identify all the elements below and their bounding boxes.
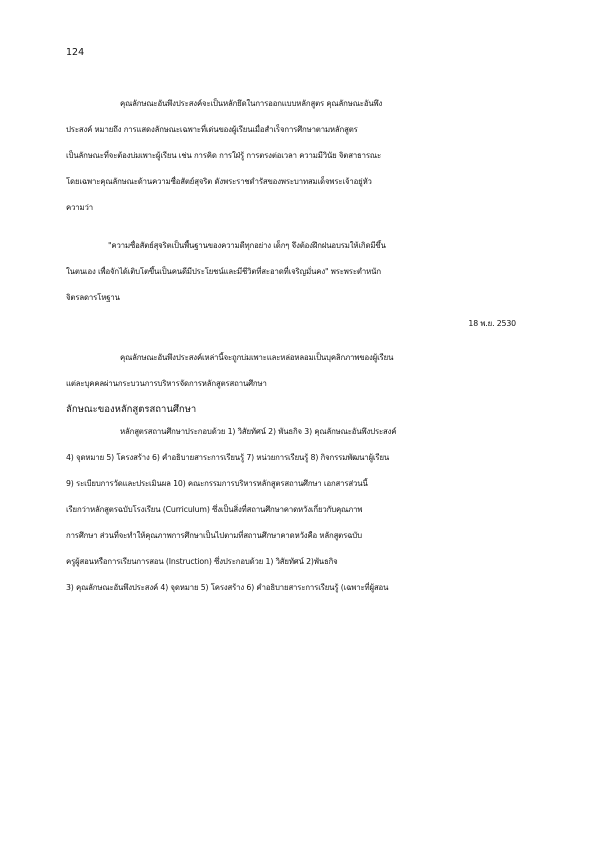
paragraph-line: 4) จุดหมาย 5) โครงสร้าง 6) คำอธิบายสาระการเรียนรู้ 7) หน่วยการเรียนรู้ 8) กิจกรรมพัฒนาผู้เรียน (66, 453, 390, 462)
paragraph-line: คุณลักษณะอันพึงประสงค์จะเป็นหลักยึดในการออกแบบหลักสูตร คุณลักษณะอันพึง (120, 99, 383, 108)
paragraph-line: 9) ระเบียบการวัดและประเมินผล 10) คณะกรรมการบริหารหลักสูตรสถานศึกษา เอกสารส่วนนี้ (66, 479, 368, 488)
quote-line: จิตรลดารโหฐาน (66, 293, 120, 302)
quote-date: 18 พ.ย. 2530 (468, 319, 516, 328)
paragraph-line: 3) คุณลักษณะอันพึงประสงค์ 4) จุดหมาย 5) โครงสร้าง 6) คำอธิบายสาระการเรียนรู้ (เฉพาะที่ผู้สอน (66, 583, 389, 592)
paragraph-line: ความว่า (66, 203, 93, 212)
paragraph-line: เรียกว่าหลักสูตรฉบับโรงเรียน (Curriculum) ซึ่งเป็นสิ่งที่สถานศึกษาคาดหวังเกี่ยวกับคุณภาพ (66, 505, 363, 514)
section-heading: ลักษณะของหลักสูตรสถานศึกษา (66, 404, 197, 415)
paragraph-line: แต่ละบุคคลผ่านกระบวนการบริหารจัดการหลักสูตรสถานศึกษา (66, 379, 267, 388)
paragraph-line: โดยเฉพาะคุณลักษณะด้านความซื่อสัตย์สุจริต ดังพระราชดำรัสของพระบาทสมเด็จพระเจ้าอยู่หัว (66, 177, 372, 186)
page-number: 124 (66, 47, 85, 58)
quote-line: "ความซื่อสัตย์สุจริตเป็นพื้นฐานของความดีทุกอย่าง เด็กๆ จึงต้องฝึกฝนอบรมให้เกิดมีขึ้น (108, 241, 386, 250)
paragraph-line: หลักสูตรสถานศึกษาประกอบด้วย 1) วิสัยทัศน์ 2) พันธกิจ 3) คุณลักษณะอันพึงประสงค์ (120, 427, 397, 436)
paragraph-line: การศึกษา ส่วนที่จะทำให้คุณภาพการศึกษาเป็นไปตามที่สถานศึกษาคาดหวังคือ หลักสูตรฉบับ (66, 531, 362, 540)
paragraph-line: คุณลักษณะอันพึงประสงค์เหล่านี้จะถูกบ่มเพาะและหล่อหลอมเป็นบุคลิกภาพของผู้เรียน (120, 353, 394, 362)
paragraph-line: เป็นลักษณะที่จะต้องบ่มเพาะผู้เรียน เช่น การคิด การใฝ่รู้ การตรงต่อเวลา ความมีวินัย จิตสาธารณะ (66, 151, 382, 160)
quote-line: ในตนเอง เพื่อจักได้เติบโตขึ้นเป็นคนดีมีประโยชน์และมีชีวิตที่สะอาดที่เจริญมั่นคง" พระพระตำหนัก (66, 267, 381, 276)
paragraph-line: ครูผู้สอนหรือการเรียนการสอน (Instruction) ซึ่งประกอบด้วย 1) วิสัยทัศน์ 2)พันธกิจ (66, 557, 338, 566)
paragraph-line: ประสงค์ หมายถึง การแสดงลักษณะเฉพาะที่เด่นของผู้เรียนเมื่อสำเร็จการศึกษาตามหลักสูตร (66, 125, 358, 134)
